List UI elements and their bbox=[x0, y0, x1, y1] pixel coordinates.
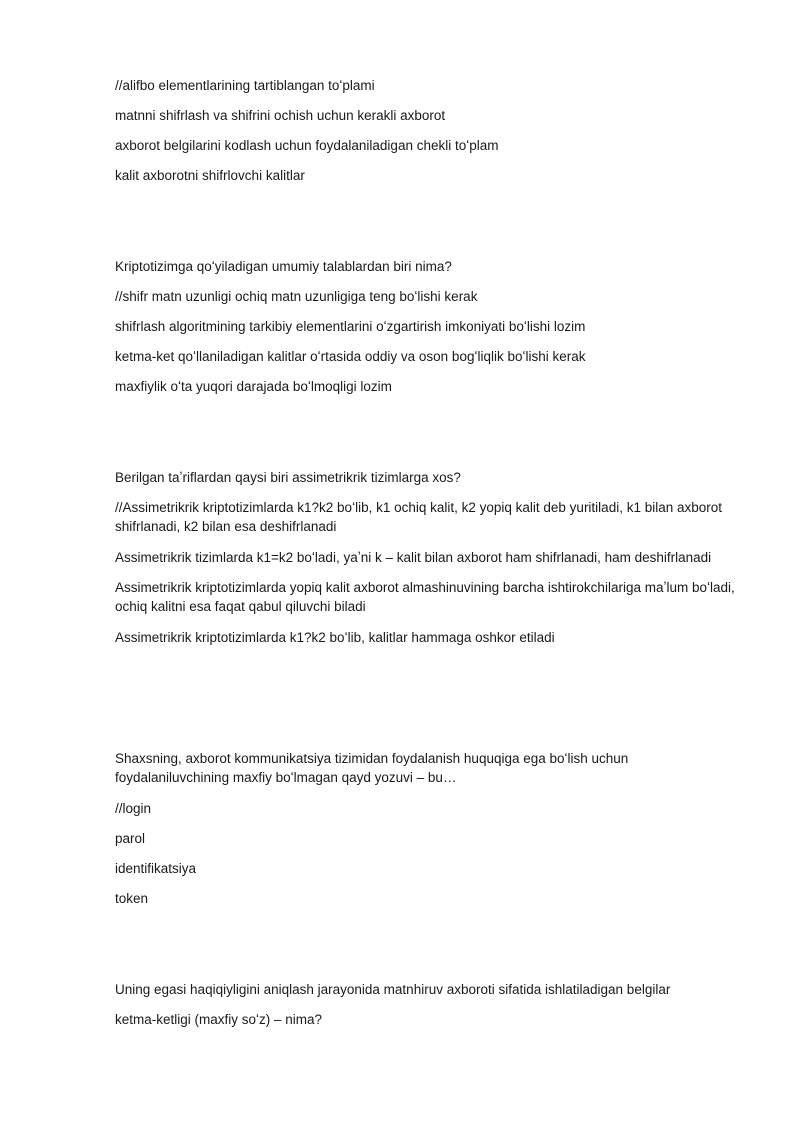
option-text: Assimetrikrik kriptotizimlarda k1?k2 boʻlib, kalitlar hammaga oshkor etiladi bbox=[115, 630, 555, 645]
option-text: //Assimetrikrik kriptotizimlarda k1?k2 boʻlib, k1 ochiq kalit, k2 yopiq kalit deb yuritiladi, k1 bilan axborot shifrlanadi, k2 bilan esa deshifrlanadi bbox=[115, 500, 723, 534]
option-text: identifikatsiya bbox=[115, 861, 197, 876]
option-text: //login bbox=[115, 801, 152, 816]
option-text: //alifbo elementlarining tartiblangan toʻplami bbox=[115, 78, 375, 93]
option-text: //shifr matn uzunligi ochiq matn uzunligiga teng boʻlishi kerak bbox=[115, 289, 478, 304]
option-text: matnni shifrlash va shifrini ochish uchun kerakli axborot bbox=[115, 108, 446, 123]
option-text: ketma-ket qoʻllaniladigan kalitlar oʻrtasida oddiy va oson bogʻliqlik boʻlishi kerak bbox=[115, 349, 586, 364]
question-text: Shaxsning, axborot kommunikatsiya tizimidan foydalanish huquqiga ega boʻlish uchun foydalaniluvchining maxfiy boʻlmagan qayd yozuvi – bu… bbox=[115, 751, 629, 785]
option-text: Assimetrikrik kriptotizimlarda yopiq kalit axborot almashinuvining barcha ishtirokchilariga maʼlum boʻladi, ochiq kalitni esa faqat qabul qiluvchi biladi bbox=[115, 580, 735, 614]
question-text: Uning egasi haqiqiyligini aniqlash jarayonida matnhiruv axboroti sifatida ishlatiladigan belgilar bbox=[115, 982, 671, 997]
option-text: parol bbox=[115, 831, 146, 846]
option-text: axborot belgilarini kodlash uchun foydalaniladigan chekli toʻplam bbox=[115, 138, 499, 153]
option-text: ketma-ketligi (maxfiy soʻz) – nima? bbox=[115, 1012, 323, 1027]
option-text: token bbox=[115, 891, 149, 906]
option-text: kalit axborotni shifrlovchi kalitlar bbox=[115, 168, 305, 183]
question-text: Berilgan taʼriflardan qaysi biri assimetrikrik tizimlarga xos? bbox=[115, 470, 461, 485]
option-text: maxfiylik oʻta yuqori darajada boʻlmoqligi lozim bbox=[115, 379, 392, 394]
option-text: Assimetrikrik tizimlarda k1=k2 boʻladi, yaʼni k – kalit bilan axborot ham shifrlanadi, ham deshifrlanadi bbox=[115, 550, 712, 565]
option-text: shifrlash algoritmining tarkibiy elementlarini oʻzgartirish imkoniyati boʻlishi lozim bbox=[115, 319, 586, 334]
question-text: Kriptotizimga qoʻyiladigan umumiy talablardan biri nima? bbox=[115, 259, 452, 274]
